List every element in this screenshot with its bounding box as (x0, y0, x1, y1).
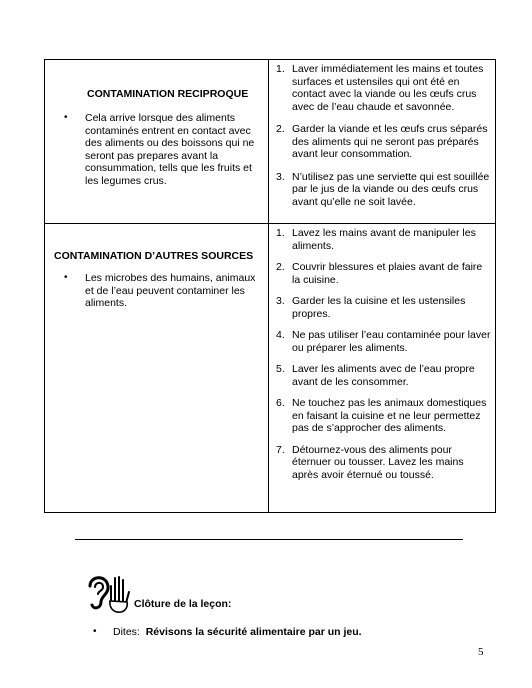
step-text: Ne pas utiliser l’eau contaminée pour laver ou préparer les aliments. (292, 329, 491, 354)
step-item (276, 63, 491, 113)
section2-heading: CONTAMINATION D’AUTRES SOURCES (54, 250, 254, 262)
step-number: 5. (276, 363, 285, 375)
step-item (276, 444, 491, 482)
section1-heading: CONTAMINATION RECIPROQUE (87, 88, 249, 100)
step-number: 1. (276, 227, 285, 239)
step-number: 2. (276, 261, 285, 273)
step-text: Lavez les mains avant de manipuler les aliments. (292, 227, 476, 252)
page-number: 5 (478, 646, 484, 658)
dites-text: Révisons la sécurité alimentaire par un jeu. (145, 626, 362, 638)
step-number: 6. (276, 397, 285, 409)
hand-icon (110, 577, 129, 612)
table-row-divider (45, 223, 495, 224)
step-item (276, 227, 491, 252)
table-column-divider (268, 60, 269, 512)
step-text: Laver immédiatement les mains et toutes surfaces et ustensiles qui ont été en contact avec la viande ou les œufs crus avec de l’eau chaude et savonnée. (292, 63, 484, 113)
step-item (276, 363, 491, 388)
step-text: Laver les aliments avec de l’eau propre avant de les consommer. (292, 363, 475, 388)
step-number: 3. (276, 170, 285, 183)
step-text: Détournez-vous des aliments pour éternuer ou tousser. Lavez les mains après avoir éternué ou toussé. (292, 443, 464, 481)
horizontal-rule (75, 539, 463, 540)
section2-steps-list (276, 227, 491, 490)
lesson-closure-title: Clôture de la leçon: (134, 598, 232, 610)
dites-line (113, 626, 362, 639)
section1-steps-list (276, 63, 491, 218)
ear-hand-icon (84, 572, 132, 614)
step-number: 1. (276, 63, 285, 75)
step-item (276, 329, 491, 354)
step-text: Garder les la cuisine et les ustensiles propres. (292, 295, 466, 320)
step-item (276, 397, 491, 435)
step-text: Couvrir blessures et plaies avant de faire la cuisine. (292, 261, 483, 286)
contamination-table (44, 59, 496, 513)
bullet-icon: • (93, 626, 97, 637)
step-number: 4. (276, 329, 285, 341)
step-item (276, 261, 491, 286)
bullet-icon: • (64, 112, 68, 123)
step-item (276, 123, 491, 161)
step-text: Garder la viande et les œufs crus séparés des aliments qui ne seront pas préparés avant leur consommation. (292, 123, 488, 160)
section2-bullet-text: Les microbes des humains, animaux et de l’eau peuvent contaminer les aliments. (85, 272, 256, 309)
step-number: 2. (276, 123, 285, 135)
step-number: 3. (276, 295, 285, 307)
step-item (276, 171, 491, 209)
step-text: Ne touchez pas les animaux domestiques en faisant la cuisine et ne leur permettez pas de s’approcher des aliments. (292, 397, 487, 434)
listen-icons (84, 572, 132, 618)
dites-label: Dites: (113, 626, 140, 638)
ear-icon (90, 578, 108, 608)
bullet-icon: • (64, 272, 68, 283)
step-number: 7. (276, 443, 285, 456)
section1-bullet-text: Cela arrive lorsque des aliments contaminés entrent en contact avec des aliments ou des boissons qui ne seront pas prepares avant la consummation, tells que les fruits et les legumes crus. (85, 112, 255, 187)
step-text: N’utilisez pas une serviette qui est souillée par le jus de la viande ou des œufs crus avant qu’elle ne soit lavée. (292, 170, 490, 208)
step-item (276, 295, 491, 320)
